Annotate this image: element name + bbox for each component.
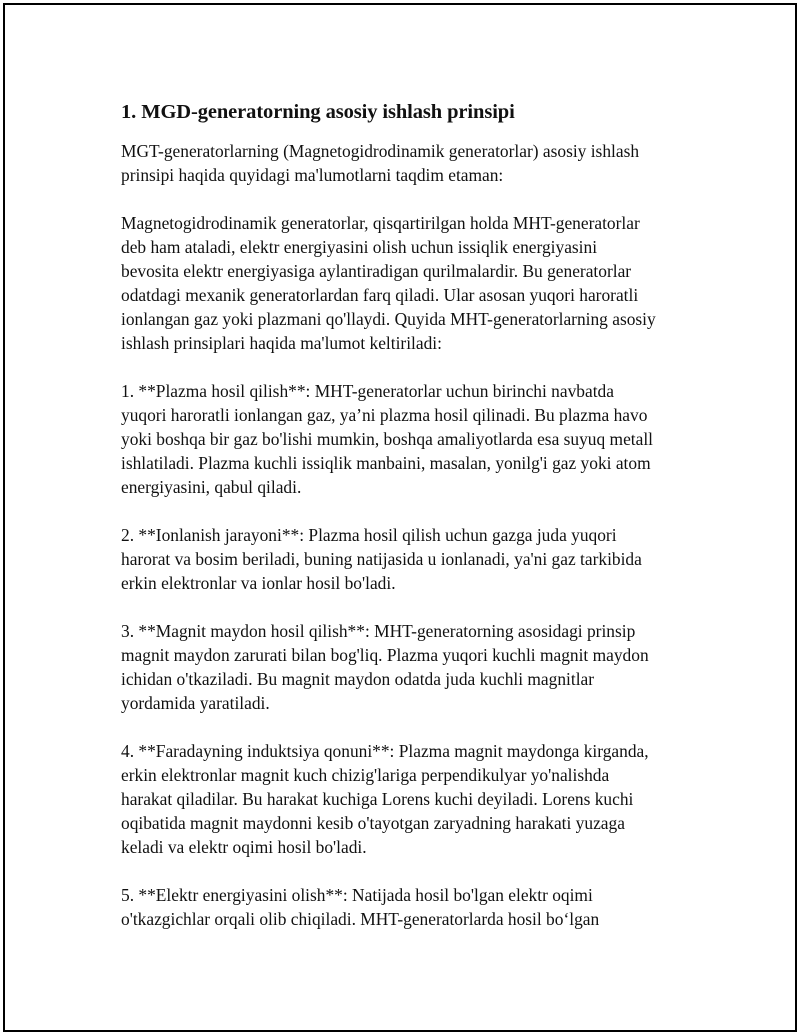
- paragraph-item-5: [121, 883, 701, 931]
- text-line: o'tkazgichlar orqali olib chiqiladi. MHT-generatorlarda hosil bo‘lgan: [121, 909, 600, 929]
- text-line: prinsipi haqida quyidagi ma'lumotlarni taqdim etaman:: [121, 165, 504, 185]
- text-line: harorat va bosim beriladi, buning natijasida u ionlanadi, ya'ni gaz tarkibida: [121, 549, 642, 569]
- text-line: oqibatida magnit maydonni kesib o'tayotgan zaryadning harakati yuzaga: [121, 813, 625, 833]
- paragraph-intro: [121, 139, 701, 187]
- paragraph-item-4: [121, 739, 701, 859]
- paragraph-item-3: [121, 619, 701, 715]
- text-line: 1. **Plazma hosil qilish**: MHT-generatorlar uchun birinchi navbatda: [121, 381, 614, 401]
- paragraph-overview: [121, 211, 701, 355]
- text-line: ishlash prinsiplari haqida ma'lumot keltiriladi:: [121, 333, 442, 353]
- text-line: erkin elektronlar magnit kuch chizig'lariga perpendikulyar yo'nalishda: [121, 765, 610, 785]
- text-line: yuqori haroratli ionlangan gaz, ya’ni plazma hosil qilinadi. Bu plazma havo: [121, 405, 648, 425]
- text-line: keladi va elektr oqimi hosil bo'ladi.: [121, 837, 367, 857]
- text-line: deb ham ataladi, elektr energiyasini olish uchun issiqlik energiyasini: [121, 237, 598, 257]
- text-line: energiyasini, qabul qiladi.: [121, 477, 302, 497]
- text-line: ishlatiladi. Plazma kuchli issiqlik manbaini, masalan, yonilg'i gaz yoki atom: [121, 453, 651, 473]
- text-line: 3. **Magnit maydon hosil qilish**: MHT-generatorning asosidagi prinsip: [121, 621, 636, 641]
- document-body: [121, 99, 701, 955]
- text-line: odatdagi mexanik generatorlardan farq qiladi. Ular asosan yuqori haroratli: [121, 285, 639, 305]
- text-line: 2. **Ionlanish jarayoni**: Plazma hosil qilish uchun gazga juda yuqori: [121, 525, 617, 545]
- text-line: 5. **Elektr energiyasini olish**: Natijada hosil bo'lgan elektr oqimi: [121, 885, 593, 905]
- section-heading: 1. MGD-generatorning asosiy ishlash prinsipi: [121, 101, 515, 123]
- text-line: ichidan o'tkaziladi. Bu magnit maydon odatda juda kuchli magnitlar: [121, 669, 595, 689]
- page-frame: [3, 3, 797, 1032]
- text-line: magnit maydon zarurati bilan bog'liq. Plazma yuqori kuchli magnit maydon: [121, 645, 649, 665]
- text-line: erkin elektronlar va ionlar hosil bo'ladi.: [121, 573, 396, 593]
- text-line: Magnetogidrodinamik generatorlar, qisqartirilgan holda MHT-generatorlar: [121, 213, 640, 233]
- text-line: yoki boshqa bir gaz bo'lishi mumkin, boshqa amaliyotlarda esa suyuq metall: [121, 429, 654, 449]
- paragraph-item-1: [121, 379, 701, 499]
- text-line: MGT-generatorlarning (Magnetogidrodinamik generatorlar) asosiy ishlash: [121, 141, 640, 161]
- text-line: 4. **Faradayning induktsiya qonuni**: Plazma magnit maydonga kirganda,: [121, 741, 649, 761]
- text-line: bevosita elektr energiyasiga aylantiradigan qurilmalardir. Bu generatorlar: [121, 261, 632, 281]
- text-line: ionlangan gaz yoki plazmani qo'llaydi. Quyida MHT-generatorlarning asosiy: [121, 309, 656, 329]
- paragraph-item-2: [121, 523, 701, 595]
- text-line: harakat qiladilar. Bu harakat kuchiga Lorens kuchi deyiladi. Lorens kuchi: [121, 789, 634, 809]
- text-line: yordamida yaratiladi.: [121, 693, 270, 713]
